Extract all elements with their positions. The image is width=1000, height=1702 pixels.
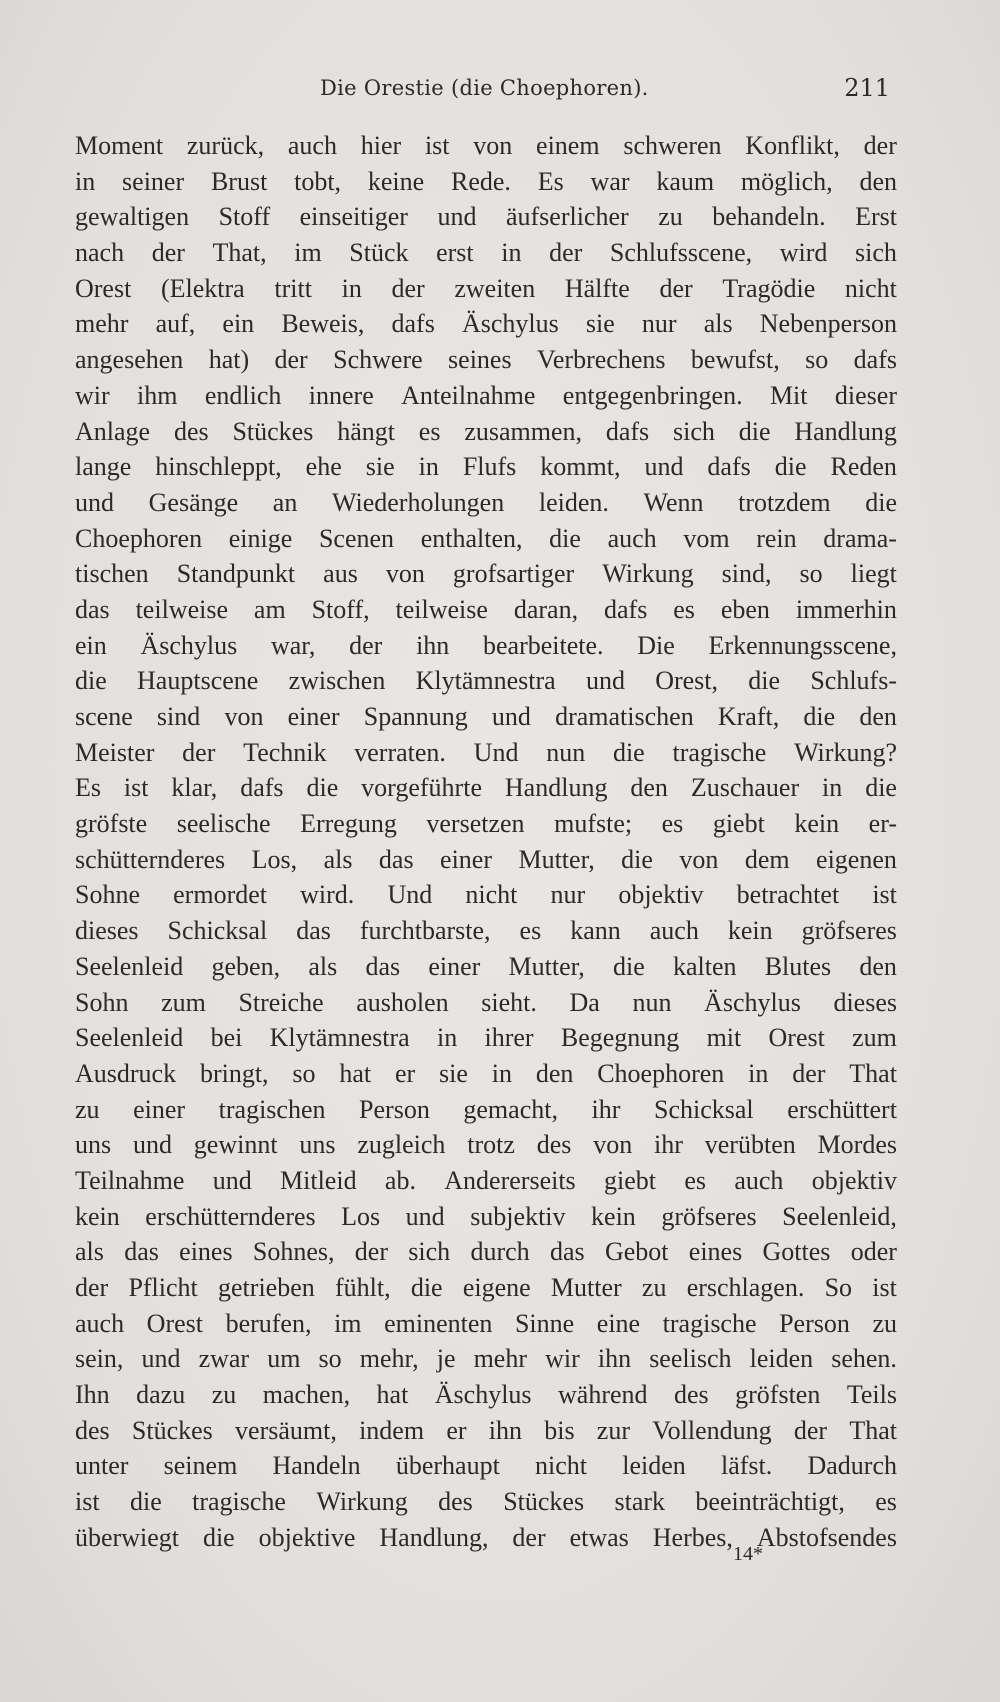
text-line: Sohn zum Streiche ausholen sieht. Da nun Äschylus dieses	[75, 987, 897, 1017]
text-line: der Pflicht getrieben fühlt, die eigene Mutter zu erschlagen. So ist	[75, 1273, 897, 1302]
text-line: Orest (Elektra tritt in der zweiten Hälfte der Tragödie nicht	[75, 273, 897, 303]
text-line: Choephoren einige Scenen enthalten, die auch vom rein drama-	[75, 523, 897, 553]
text-line: scene sind von einer Spannung und dramatischen Kraft, die den	[75, 702, 897, 731]
text-line: überwiegt die objektive Handlung, der etwas Herbes, Abstofsendes	[75, 1522, 897, 1552]
text-line: Teilnahme und Mitleid ab. Andererseits giebt es auch objektiv	[75, 1165, 897, 1195]
text-line: gröfste seelische Erregung versetzen mufste; es giebt kein er-	[75, 809, 897, 839]
text-line: kein erschütternderes Los und subjektiv kein gröfseres Seelenleid,	[75, 1201, 897, 1231]
text-line: ist die tragische Wirkung des Stückes stark beeinträchtigt, es	[75, 1487, 897, 1517]
text-line: schütternderes Los, als das einer Mutter, die von dem eigenen	[75, 844, 897, 874]
text-line: Sohne ermordet wird. Und nicht nur objektiv betrachtet ist	[75, 880, 897, 910]
text-line: unter seinem Handeln überhaupt nicht leiden läfst. Dadurch	[75, 1451, 897, 1481]
page-number: 211	[844, 74, 890, 102]
text-line: zu einer tragischen Person gemacht, ihr Schicksal erschüttert	[75, 1094, 897, 1124]
text-line: Seelenleid geben, als das einer Mutter, die kalten Blutes den	[75, 951, 897, 981]
text-line: das teilweise am Stoff, teilweise daran, dafs es eben immerhin	[75, 594, 897, 624]
text-line: Seelenleid bei Klytämnestra in ihrer Begegnung mit Orest zum	[75, 1023, 897, 1053]
text-line: in seiner Brust tobt, keine Rede. Es war kaum möglich, den	[75, 166, 897, 196]
signature-mark: 14*	[733, 1543, 763, 1565]
text-line: des Stückes versäumt, indem er ihn bis zur Vollendung der That	[75, 1415, 897, 1445]
text-line: Ausdruck bringt, so hat er sie in den Choephoren in der That	[75, 1058, 897, 1088]
text-line: sein, und zwar um so mehr, je mehr wir ihn seelisch leiden sehen.	[75, 1344, 897, 1374]
text-line: uns und gewinnt uns zugleich trotz des von ihr verübten Mordes	[75, 1130, 897, 1160]
body-text	[75, 128, 897, 1556]
text-line: die Hauptscene zwischen Klytämnestra und Orest, die Schlufs-	[75, 666, 897, 696]
text-line: gewaltigen Stoff einseitiger und äufserlicher zu behandeln. Erst	[75, 202, 897, 232]
text-line: angesehen hat) der Schwere seines Verbrechens bewufst, so dafs	[75, 345, 897, 375]
page-header	[78, 72, 890, 112]
text-line: Ihn dazu zu machen, hat Äschylus während des gröfsten Teils	[75, 1380, 897, 1410]
text-line: nach der That, im Stück erst in der Schlufsscene, wird sich	[75, 238, 897, 268]
text-line: dieses Schicksal das furchtbarste, es kann auch kein gröfseres	[75, 916, 897, 946]
text-line: ein Äschylus war, der ihn bearbeitete. Die Erkennungsscene,	[75, 630, 897, 660]
text-line: als das eines Sohnes, der sich durch das Gebot eines Gottes oder	[75, 1237, 897, 1267]
text-line: auch Orest berufen, im eminenten Sinne eine tragische Person zu	[75, 1308, 897, 1338]
text-line: Anlage des Stückes hängt es zusammen, dafs sich die Handlung	[75, 416, 897, 446]
text-line: Es ist klar, dafs die vorgeführte Handlung den Zuschauer in die	[75, 773, 897, 803]
text-line: Meister der Technik verraten. Und nun die tragische Wirkung?	[75, 737, 897, 767]
text-line: lange hinschleppt, ehe sie in Flufs kommt, und dafs die Reden	[75, 452, 897, 482]
running-title: Die Orestie (die Choephoren).	[320, 76, 649, 100]
text-line: mehr auf, ein Beweis, dafs Äschylus sie nur als Nebenperson	[75, 309, 897, 339]
text-line: wir ihm endlich innere Anteilnahme entgegenbringen. Mit dieser	[75, 380, 897, 410]
text-line: tischen Standpunkt aus von grofsartiger Wirkung sind, so liegt	[75, 559, 897, 589]
text-line: und Gesänge an Wiederholungen leiden. Wenn trotzdem die	[75, 487, 897, 517]
text-line: Moment zurück, auch hier ist von einem schweren Konflikt, der	[75, 131, 897, 160]
